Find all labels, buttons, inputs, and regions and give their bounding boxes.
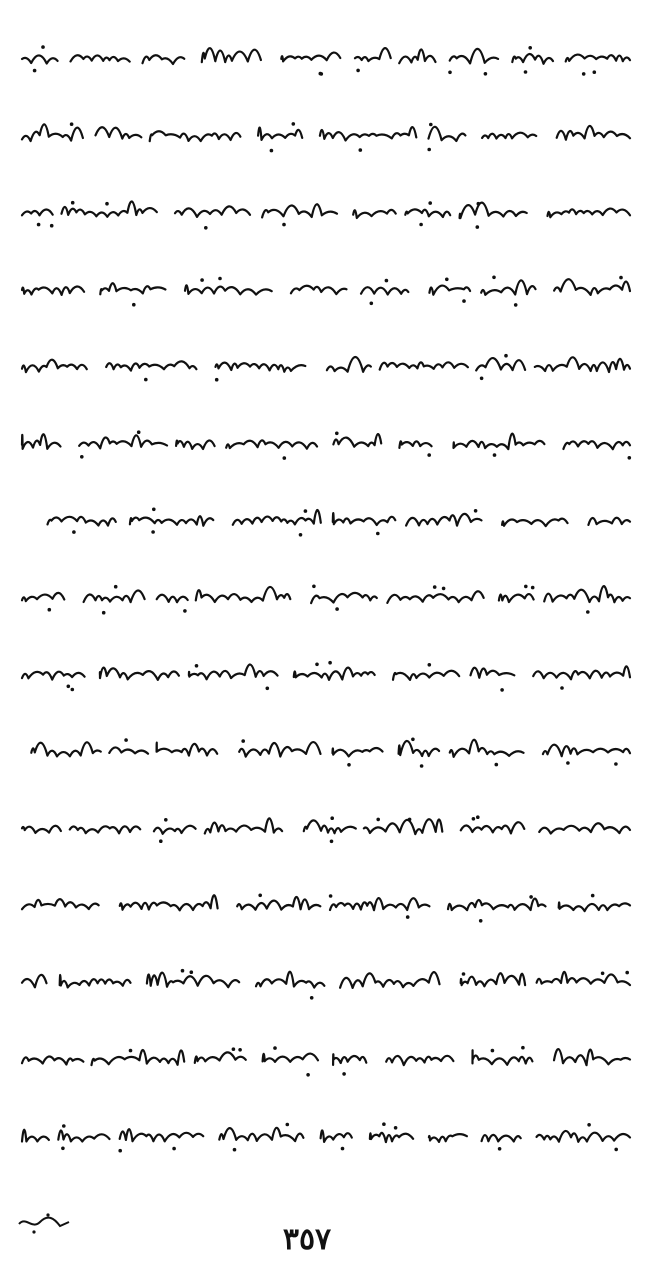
- script-dot: [71, 201, 75, 205]
- script-dot: [132, 303, 136, 307]
- script-word: [405, 209, 450, 217]
- script-dot: [195, 664, 199, 668]
- script-word: [22, 672, 85, 680]
- script-dot: [33, 69, 37, 73]
- script-dot: [124, 738, 128, 742]
- script-dot: [102, 611, 106, 615]
- script-word: [539, 823, 630, 833]
- script-dot: [50, 224, 54, 228]
- script-word: [189, 665, 278, 680]
- script-dot: [462, 299, 466, 303]
- script-dot: [448, 71, 452, 75]
- script-line: [22, 354, 630, 382]
- script-dot: [521, 1046, 525, 1050]
- script-dot: [312, 585, 316, 589]
- script-dot: [406, 915, 410, 919]
- script-dot: [315, 663, 319, 667]
- script-dot: [479, 919, 483, 923]
- script-dot: [484, 72, 488, 76]
- script-dot: [330, 840, 334, 844]
- script-word: [263, 1054, 318, 1062]
- script-word: [386, 1056, 453, 1065]
- script-dot: [531, 586, 535, 590]
- script-dot: [492, 276, 496, 280]
- script-word: [22, 1056, 83, 1064]
- script-dot: [472, 817, 476, 821]
- script-dot: [183, 609, 187, 613]
- script-word: [311, 593, 377, 603]
- script-dot: [341, 1147, 345, 1151]
- script-line: [22, 430, 631, 460]
- script-line: [22, 201, 630, 230]
- script-dot: [238, 1048, 242, 1052]
- script-dot: [310, 996, 314, 1000]
- script-dot: [582, 72, 586, 76]
- script-word: [22, 1130, 49, 1142]
- script-dot: [601, 972, 605, 976]
- script-dot: [342, 1072, 346, 1076]
- script-word: [22, 209, 53, 215]
- catchword-mark: [14, 1210, 74, 1238]
- script-dot: [80, 455, 84, 459]
- script-word: [150, 131, 241, 141]
- script-dot: [480, 377, 484, 381]
- script-dot: [591, 894, 595, 898]
- script-dot: [270, 149, 274, 153]
- script-dot: [266, 687, 270, 691]
- script-dot: [433, 585, 437, 589]
- script-dot: [328, 661, 332, 665]
- script-word: [154, 826, 196, 834]
- script-word: [559, 902, 630, 911]
- script-dot: [495, 763, 499, 767]
- script-word: [219, 1128, 303, 1141]
- script-dot: [462, 972, 466, 976]
- script-word: [239, 742, 320, 757]
- script-line: [22, 45, 630, 75]
- script-dot: [71, 688, 75, 692]
- script-word: [548, 209, 631, 218]
- script-word: [471, 668, 515, 678]
- script-word: [196, 587, 290, 602]
- script-word: [340, 972, 439, 988]
- script-word: [537, 1131, 631, 1142]
- script-word: [92, 1050, 185, 1065]
- script-word: [544, 586, 630, 602]
- script-dot: [67, 685, 71, 689]
- script-dot: [411, 738, 415, 742]
- script-word: [195, 1052, 246, 1063]
- script-word: [321, 1130, 352, 1141]
- script-dot: [428, 201, 432, 205]
- script-word: [450, 740, 524, 757]
- script-dot: [619, 276, 623, 280]
- script-word: [454, 434, 545, 449]
- script-dot: [359, 148, 363, 152]
- script-word: [482, 133, 536, 139]
- script-dot: [62, 1124, 66, 1128]
- script-word: [476, 358, 525, 370]
- script-word: [22, 55, 58, 63]
- script-word: [566, 55, 630, 62]
- script-word: [79, 435, 167, 448]
- script-word: [333, 748, 383, 756]
- script-dot: [593, 70, 597, 74]
- script-word: [175, 206, 250, 217]
- script-word: [62, 201, 157, 216]
- script-word: [216, 363, 306, 372]
- script-dot: [204, 226, 208, 230]
- script-dot: [524, 585, 528, 589]
- script-line: [22, 1122, 630, 1152]
- script-word: [237, 897, 320, 910]
- script-dot: [408, 818, 412, 822]
- script-word: [535, 357, 630, 372]
- script-dot: [283, 456, 287, 460]
- script-word: [330, 898, 429, 910]
- script-word: [205, 818, 282, 833]
- script-word: [364, 819, 442, 834]
- script-word: [281, 53, 340, 62]
- script-word: [512, 54, 553, 64]
- script-dot: [105, 202, 109, 206]
- script-word: [31, 742, 101, 756]
- script-dot: [70, 122, 74, 126]
- script-dot: [394, 1126, 398, 1130]
- script-word: [448, 899, 546, 911]
- script-dot: [477, 202, 481, 206]
- script-word: [262, 204, 337, 217]
- script-word: [399, 741, 440, 756]
- script-word: [157, 743, 218, 756]
- script-dot: [476, 225, 480, 229]
- script-dot: [614, 762, 618, 766]
- script-dot: [614, 1148, 618, 1152]
- script-word: [387, 591, 483, 603]
- script-word: [481, 280, 535, 294]
- script-word: [109, 747, 148, 753]
- script-dot: [129, 1049, 133, 1053]
- script-dot: [299, 533, 303, 537]
- script-word: [370, 1133, 413, 1142]
- script-dot: [370, 302, 374, 306]
- script-dot: [524, 70, 528, 74]
- script-dot: [159, 839, 163, 843]
- script-word: [557, 126, 630, 140]
- script-line: [22, 894, 630, 923]
- script-dot: [376, 818, 380, 822]
- script-line: [22, 1046, 630, 1077]
- script-word: [304, 820, 356, 833]
- script-dot: [529, 895, 533, 899]
- script-word: [450, 49, 498, 64]
- script-line: [22, 276, 630, 307]
- script-word: [588, 518, 630, 525]
- script-word: [258, 128, 302, 140]
- script-word: [502, 519, 567, 526]
- script-dot: [429, 123, 433, 127]
- script-dot: [628, 456, 632, 460]
- script-dot: [428, 663, 432, 667]
- script-line: [31, 738, 630, 768]
- script-line: [48, 508, 631, 537]
- script-word: [202, 48, 261, 62]
- script-word: [71, 55, 130, 61]
- script-dot: [385, 279, 389, 283]
- script-dot: [306, 1073, 310, 1077]
- script-word: [120, 1129, 204, 1141]
- script-dot: [329, 894, 333, 898]
- script-dot: [442, 587, 446, 591]
- script-dot: [114, 585, 118, 589]
- script-line: [22, 585, 630, 615]
- script-line: [22, 815, 630, 843]
- script-word: [355, 48, 391, 61]
- script-word: [70, 826, 140, 833]
- script-dot: [118, 1149, 122, 1153]
- script-word: [120, 895, 218, 910]
- script-dot: [347, 763, 351, 767]
- script-dot: [137, 430, 141, 434]
- script-word: [176, 440, 215, 449]
- script-word: [226, 440, 317, 448]
- script-dot: [292, 122, 296, 126]
- script-word: [84, 590, 145, 602]
- script-dot: [491, 1049, 495, 1053]
- script-dot: [320, 72, 324, 76]
- script-dot: [181, 969, 185, 973]
- script-word: [361, 287, 408, 294]
- script-word: [533, 666, 630, 679]
- script-word: [333, 1054, 366, 1065]
- script-word: [22, 899, 99, 909]
- script-dot: [218, 277, 222, 281]
- script-word: [320, 127, 416, 140]
- script-dot: [476, 815, 480, 819]
- script-dot: [445, 278, 449, 282]
- script-dot: [587, 1123, 591, 1127]
- script-word: [499, 594, 534, 602]
- script-dot: [273, 1046, 277, 1050]
- script-word: [429, 127, 466, 141]
- script-dot: [356, 69, 360, 73]
- script-word: [482, 1135, 521, 1142]
- script-dot: [172, 1147, 176, 1151]
- script-dot: [330, 816, 334, 820]
- script-dot: [190, 970, 194, 974]
- script-word: [429, 286, 470, 295]
- script-word: [399, 441, 431, 448]
- script-dot: [427, 148, 431, 152]
- script-word: [147, 973, 239, 988]
- script-dot: [382, 1122, 386, 1126]
- script-dot: [151, 530, 155, 534]
- script-dot: [493, 453, 497, 457]
- script-word: [100, 283, 165, 294]
- script-dot: [232, 1047, 236, 1051]
- script-word: [22, 975, 47, 987]
- script-dot: [144, 378, 148, 382]
- script-word: [100, 668, 179, 680]
- script-word: [563, 441, 630, 449]
- script-word: [22, 593, 64, 601]
- script-word: [185, 285, 272, 294]
- script-word: [461, 973, 525, 986]
- script-line: [22, 661, 630, 692]
- script-word: [233, 510, 321, 525]
- script-dot: [500, 688, 504, 692]
- script-word: [22, 826, 61, 833]
- script-word: [399, 49, 435, 63]
- script-dot: [37, 223, 41, 227]
- script-word: [429, 1134, 467, 1142]
- script-dot: [625, 971, 629, 975]
- folio-number: ٣٥٧: [282, 1222, 332, 1257]
- script-word: [130, 516, 213, 526]
- script-dot: [586, 610, 590, 614]
- script-word: [96, 127, 142, 138]
- script-word: [554, 1049, 630, 1065]
- script-dot: [258, 894, 262, 898]
- script-word: [543, 745, 630, 756]
- script-word: [333, 434, 381, 447]
- script-word: [60, 975, 131, 987]
- script-dot: [498, 1147, 502, 1151]
- script-word: [143, 55, 185, 64]
- script-dot: [419, 223, 423, 227]
- script-word: [406, 514, 481, 526]
- script-dot: [304, 509, 308, 513]
- script-word: [380, 362, 468, 369]
- script-dot: [152, 508, 156, 512]
- script-dot: [560, 686, 564, 690]
- script-dot: [335, 607, 339, 611]
- script-dot: [376, 532, 380, 536]
- script-word: [22, 287, 84, 295]
- script-line: [22, 122, 630, 152]
- script-word: [22, 360, 87, 372]
- script-word: [473, 1050, 533, 1065]
- script-word: [58, 1130, 109, 1141]
- script-dot: [427, 453, 431, 457]
- script-word: [554, 279, 630, 295]
- script-word: [48, 517, 116, 526]
- script-word: [106, 361, 196, 370]
- script-dot: [335, 432, 339, 436]
- script-dot: [282, 223, 286, 227]
- script-word: [256, 972, 324, 988]
- script-dot: [48, 608, 52, 612]
- script-dot: [420, 764, 424, 768]
- script-word: [460, 203, 527, 218]
- script-word: [537, 972, 630, 985]
- script-dot: [241, 739, 245, 743]
- script-dot: [215, 378, 219, 382]
- script-word: [291, 286, 347, 294]
- script-word: [327, 357, 371, 372]
- script-dot: [514, 303, 518, 307]
- script-word: [22, 434, 61, 449]
- script-dot: [61, 1147, 65, 1151]
- script-dot: [200, 278, 204, 282]
- script-dot: [286, 1123, 290, 1127]
- script-dot: [566, 761, 570, 765]
- script-word: [294, 668, 375, 680]
- script-word: [461, 822, 525, 833]
- script-dot: [41, 45, 45, 49]
- script-dot: [504, 354, 508, 358]
- script-word: [393, 671, 459, 680]
- script-word: [353, 210, 396, 218]
- script-dot: [474, 509, 478, 513]
- script-word: [22, 124, 83, 141]
- script-dot: [528, 46, 532, 50]
- script-dot: [72, 530, 76, 534]
- script-word: [157, 595, 188, 602]
- script-word: [333, 513, 396, 525]
- script-dot: [233, 1148, 237, 1152]
- script-dot: [164, 818, 168, 822]
- script-line: [22, 969, 630, 1000]
